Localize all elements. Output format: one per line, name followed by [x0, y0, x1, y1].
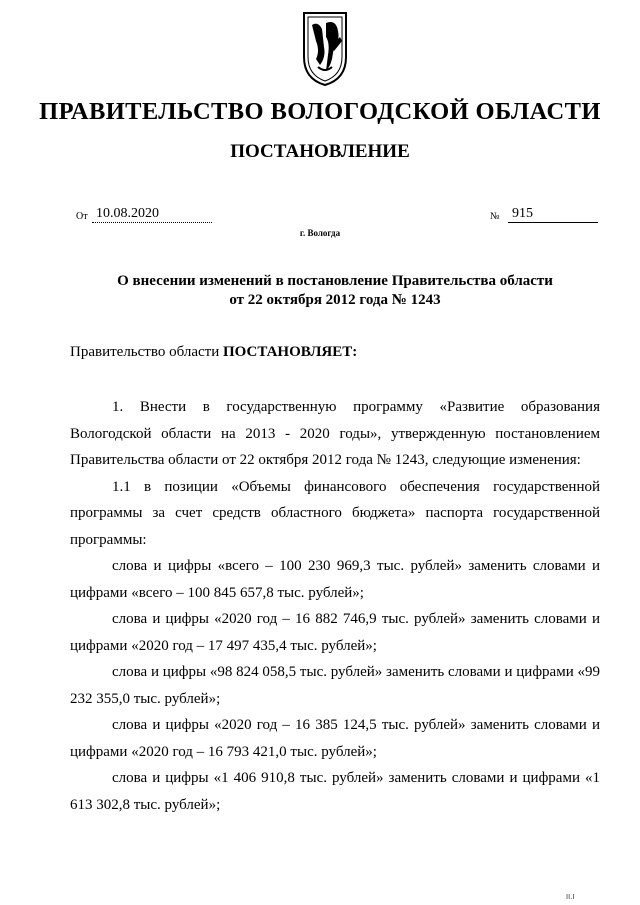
- paragraph: слова и цифры «2020 год – 16 385 124,5 тыс. рублей» заменить словами и цифрами «2020 год – 16 793 421,0 тыс. рублей»;: [70, 717, 600, 760]
- organization-name: ПРАВИТЕЛЬСТВО ВОЛОГОДСКОЙ ОБЛАСТИ: [39, 98, 601, 125]
- decree-statement: [70, 344, 357, 361]
- number-label: №: [490, 211, 500, 222]
- paragraph: слова и цифры «1 406 910,8 тыс. рублей» заменить словами и цифрами «1 613 302,8 тыс. рублей»;: [70, 770, 600, 813]
- footer-mark: II.I: [566, 893, 575, 901]
- document-body: [70, 394, 600, 818]
- city: г. Вологда: [299, 228, 341, 238]
- document-type: ПОСТАНОВЛЕНИЕ: [230, 141, 410, 162]
- paragraph: 1. Внести в государственную программу «Развитие образования Вологодской области на 2013 - 2020 годы», утвержденную постановлением Правительства области от 22 октября 2012 года № 1243, следующие изменения:: [70, 399, 600, 468]
- paragraph: слова и цифры «2020 год – 16 882 746,9 тыс. рублей» заменить словами и цифрами «2020 год – 17 497 435,4 тыс. рублей»;: [70, 611, 600, 654]
- decree-prefix: Правительство области: [70, 344, 220, 360]
- title-line-1: О внесении изменений в постановление Правительства области: [117, 273, 553, 289]
- decree-verb: ПОСТАНОВЛЯЕТ:: [222, 344, 358, 360]
- title-line-2: от 22 октября 2012 года № 1243: [229, 292, 441, 308]
- paragraph: 1.1 в позиции «Объемы финансового обеспечения государственной программы за счет средств областного бюджета» паспорта государственной программы:: [70, 478, 600, 548]
- document-date: 10.08.2020: [92, 206, 212, 223]
- document-title: [70, 272, 600, 310]
- coat-of-arms-icon: [300, 7, 350, 87]
- paragraph: слова и цифры «98 824 058,5 тыс. рублей» заменить словами и цифрами «99 232 355,0 тыс. рублей»;: [70, 664, 600, 707]
- paragraph: слова и цифры «всего – 100 230 969,3 тыс. рублей» заменить словами и цифрами «всего – 100 845 657,8 тыс. рублей»;: [70, 558, 600, 601]
- document-number: 915: [508, 206, 598, 223]
- date-label: От: [76, 211, 88, 222]
